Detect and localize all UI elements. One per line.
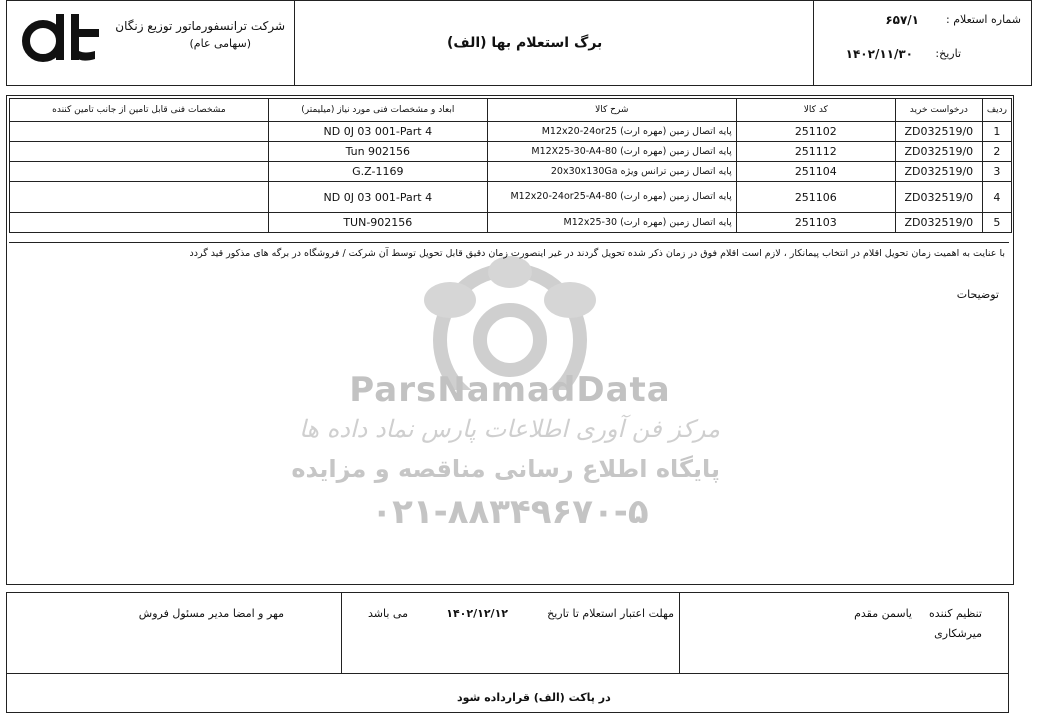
items-section [6, 95, 1014, 585]
item-description: پایه اتصال زمین (مهره ارت) M12X25-30-A4-80 [487, 142, 736, 162]
table-row [10, 122, 1012, 142]
remarks-label: توضیحات [956, 288, 999, 301]
company-logo [21, 11, 101, 66]
inquiry-number-label: شماره استعلام : [946, 13, 1021, 26]
purchase-request: ZD032519/0 [895, 142, 982, 162]
items-table [9, 98, 1012, 233]
form-title: برگ استعلام بها (الف) [447, 35, 603, 51]
table-row [10, 162, 1012, 182]
date-value: ۱۴۰۲/۱۱/۳۰ [845, 47, 913, 61]
supplier-spec[interactable] [10, 122, 269, 142]
supplier-spec[interactable] [10, 142, 269, 162]
item-code: 251106 [736, 182, 895, 213]
validity-suffix: می باشد [368, 607, 408, 620]
col-item-code: کد کالا [736, 99, 895, 122]
supplier-spec[interactable] [10, 162, 269, 182]
col-item-description: شرح کالا [487, 99, 736, 122]
item-description: پایه اتصال زمین (مهره ارت) M12x20-24or25-A4-80 [487, 182, 736, 213]
row-no: 3 [982, 162, 1011, 182]
prepared-by-name: یاسمن مقدم [854, 607, 912, 620]
item-code: 251104 [736, 162, 895, 182]
watermark-phone: ۰۲۱-۸۸۳۴۹۶۷۰-۵ [371, 492, 649, 532]
col-row-no: ردیف [982, 99, 1011, 122]
item-code: 251102 [736, 122, 895, 142]
item-code: 251112 [736, 142, 895, 162]
purchase-request: ZD032519/0 [895, 213, 982, 233]
technical-spec: Tun 902156 [268, 142, 487, 162]
table-row [10, 182, 1012, 213]
technical-spec: ND 0J 03 001-Part 4 [268, 122, 487, 142]
col-purchase-request: درخواست خرید [895, 99, 982, 122]
technical-spec: G.Z-1169 [268, 162, 487, 182]
validity-date: ۱۴۰۲/۱۲/۱۲ [446, 607, 508, 620]
date-label: تاریخ: [935, 47, 961, 60]
row-no: 1 [982, 122, 1011, 142]
company-type: (سهامی عام) [189, 37, 251, 50]
company-name: شرکت ترانسفورماتور توزیع زنگان [115, 19, 285, 33]
item-code: 251103 [736, 213, 895, 233]
col-supplier-spec: مشخصات فنی قابل تامین از جانب تامین کننده [10, 99, 269, 122]
row-no: 5 [982, 213, 1011, 233]
purchase-request: ZD032519/0 [895, 182, 982, 213]
technical-spec: ND 0J 03 001-Part 4 [268, 182, 487, 213]
col-technical-spec: ابعاد و مشخصات فنی مورد نیاز (میلیمتر) [268, 99, 487, 122]
watermark-line2: پایگاه اطلاع رسانی مناقصه و مزایده [291, 455, 720, 483]
signature-label: مهر و امضا مدیر مسئول فروش [138, 607, 284, 620]
item-description: پایه اتصال زمین ترانس ویژه 20x30x130Ga [487, 162, 736, 182]
validity-label: مهلت اعتبار استعلام تا تاریخ [547, 607, 674, 620]
packet-note: در پاکت (الف) قرارداده شود [457, 691, 611, 704]
supplier-spec[interactable] [10, 213, 269, 233]
row-no: 4 [982, 182, 1011, 213]
purchase-request: ZD032519/0 [895, 162, 982, 182]
item-description: پایه اتصال زمین (مهره ارت) M12x25-30 [487, 213, 736, 233]
footer [6, 592, 1009, 713]
watermark-line1: مرکز فن آوری اطلاعات پارس نماد داده ها [299, 415, 720, 443]
prepared-by-name2: میرشکاری [934, 627, 982, 640]
supplier-spec[interactable] [10, 182, 269, 213]
table-row [10, 142, 1012, 162]
inquiry-number-value: ۶۵۷/۱ [885, 13, 919, 27]
header [6, 0, 1032, 86]
purchase-request: ZD032519/0 [895, 122, 982, 142]
delivery-note: با عنایت به اهمیت زمان تحویل اقلام در انتخاب پیمانکار ، لازم است اقلام فوق در زمان ذکر شده تحویل گردند در غیر اینصورت زمان دقیق قابل تحویل توسط آن شرکت / فروشگاه در برگه های مذکور قید گردد [9, 242, 1009, 264]
item-description: پایه اتصال زمین (مهره ارت) M12x20-24or25 [487, 122, 736, 142]
prepared-by-label: تنظیم کننده [929, 607, 982, 620]
table-row [10, 213, 1012, 233]
row-no: 2 [982, 142, 1011, 162]
watermark-brand: ParsNamadData [349, 370, 671, 410]
technical-spec: TUN-902156 [268, 213, 487, 233]
